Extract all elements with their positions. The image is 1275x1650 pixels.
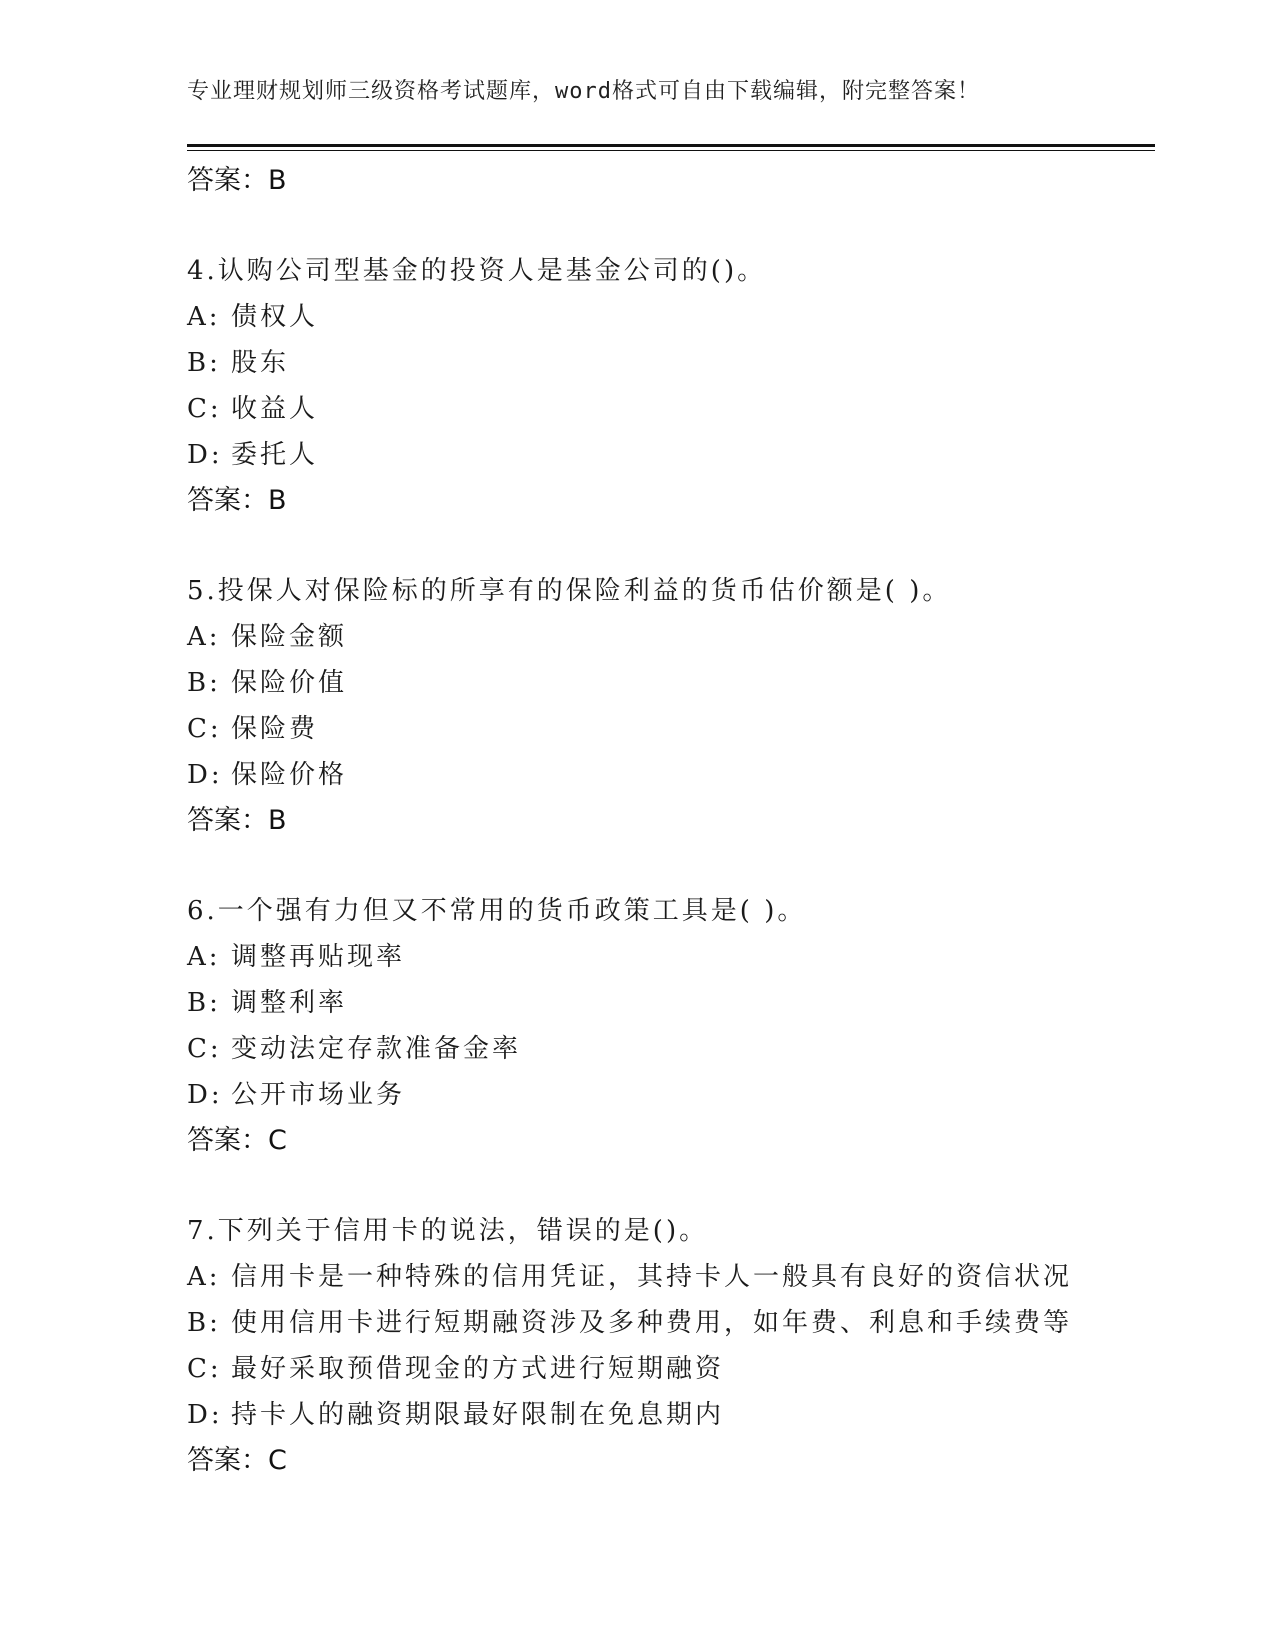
- option-key: D:: [187, 1400, 223, 1430]
- option-b: [187, 660, 1155, 706]
- option-d: [187, 1392, 1155, 1438]
- question-list: [187, 158, 1155, 1484]
- question-stem: 6.一个强有力但又不常用的货币政策工具是( )。: [187, 896, 807, 926]
- question-answer: 答案：C: [187, 1445, 287, 1476]
- option-text: 调整再贴现率: [231, 942, 406, 972]
- option-key: C:: [187, 394, 222, 424]
- page-header: 专业理财规划师三级资格考试题库，word格式可自由下载编辑，附完整答案！: [187, 79, 980, 104]
- option-c: [187, 386, 1155, 432]
- spacer: [187, 844, 1155, 888]
- option-d: [187, 752, 1155, 798]
- option-b: [187, 340, 1155, 386]
- option-a: [187, 294, 1155, 340]
- option-c: [187, 1026, 1155, 1072]
- option-key: B:: [187, 1308, 221, 1338]
- question-stem: 7.下列关于信用卡的说法，错误的是()。: [187, 1216, 709, 1246]
- question-block: [187, 888, 1155, 1164]
- option-b: [187, 980, 1155, 1026]
- option-key: B:: [187, 668, 221, 698]
- header-rule-thin: [187, 150, 1155, 151]
- option-text: 持卡人的融资期限最好限制在免息期内: [231, 1400, 725, 1430]
- option-key: A:: [187, 622, 221, 652]
- option-a: [187, 614, 1155, 660]
- option-text: 调整利率: [231, 988, 348, 1018]
- option-key: A:: [187, 302, 221, 332]
- header-rule-thick: [187, 144, 1155, 147]
- option-text: 变动法定存款准备金率: [231, 1034, 522, 1064]
- option-b: [187, 1300, 1155, 1346]
- option-text: 保险费: [231, 714, 319, 744]
- option-key: C:: [187, 1034, 222, 1064]
- question-stem: 5.投保人对保险标的所享有的保险利益的货币估价额是( )。: [187, 576, 952, 606]
- question-answer: 答案：B: [187, 485, 287, 516]
- option-key: C:: [187, 1354, 222, 1384]
- option-text: 公开市场业务: [231, 1080, 406, 1110]
- question-block: [187, 248, 1155, 524]
- option-key: B:: [187, 988, 221, 1018]
- option-d: [187, 1072, 1155, 1118]
- option-key: A:: [187, 1262, 221, 1292]
- option-a: [187, 934, 1155, 980]
- option-c: [187, 1346, 1155, 1392]
- question-block: [187, 568, 1155, 844]
- option-text: 最好采取预借现金的方式进行短期融资: [231, 1354, 725, 1384]
- spacer: [187, 204, 1155, 248]
- option-text: 收益人: [231, 394, 319, 424]
- option-key: D:: [187, 1080, 223, 1110]
- option-text: 保险金额: [231, 622, 348, 652]
- option-key: D:: [187, 440, 223, 470]
- option-text: 保险价格: [231, 760, 348, 790]
- option-a: [187, 1254, 1155, 1300]
- option-key: A:: [187, 942, 221, 972]
- spacer: [187, 524, 1155, 568]
- option-text: 委托人: [231, 440, 319, 470]
- question-answer: 答案：B: [187, 805, 287, 836]
- option-text: 信用卡是一种特殊的信用凭证，其持卡人一般具有良好的资信状况: [231, 1262, 1073, 1292]
- option-text: 股东: [231, 348, 290, 378]
- option-key: C:: [187, 714, 222, 744]
- option-key: D:: [187, 760, 223, 790]
- spacer: [187, 1164, 1155, 1208]
- question-stem: 4.认购公司型基金的投资人是基金公司的()。: [187, 256, 767, 286]
- question-block: [187, 1208, 1155, 1484]
- option-key: B:: [187, 348, 221, 378]
- option-c: [187, 706, 1155, 752]
- question-answer: 答案：C: [187, 1125, 287, 1156]
- option-text: 债权人: [231, 302, 319, 332]
- option-d: [187, 432, 1155, 478]
- option-text: 使用信用卡进行短期融资涉及多种费用，如年费、利息和手续费等: [231, 1308, 1073, 1338]
- option-text: 保险价值: [231, 668, 348, 698]
- previous-answer: 答案：B: [187, 165, 287, 196]
